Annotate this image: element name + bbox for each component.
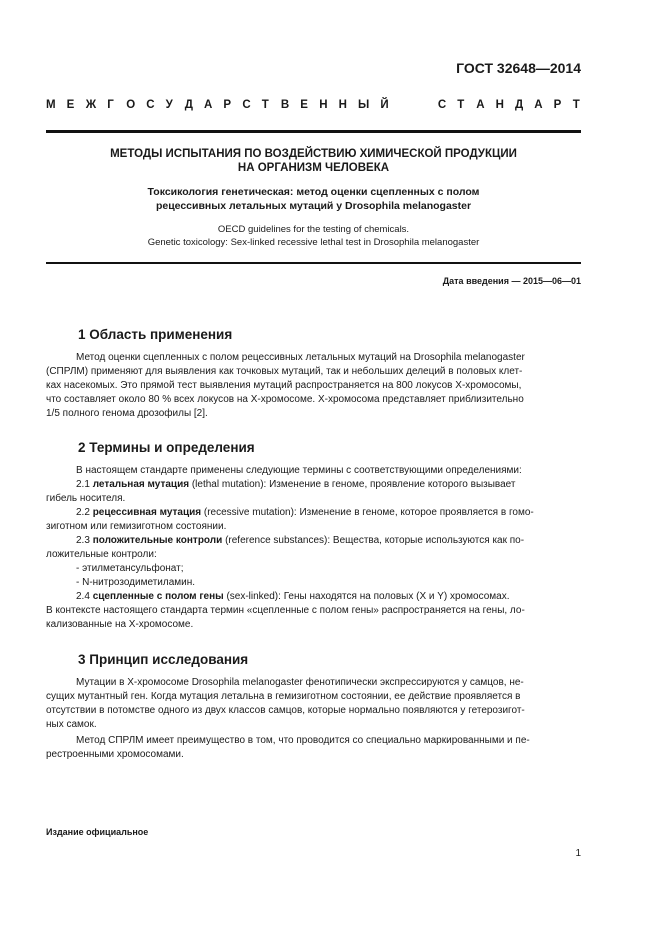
banner-letter: Т — [457, 99, 465, 111]
document-title-line2: НА ОРГАНИЗМ ЧЕЛОВЕКА — [237, 162, 390, 174]
introduction-date: Дата введения — 2015—06—01 — [442, 276, 581, 286]
banner-letter: Д — [184, 99, 193, 111]
term-name: положительные контроли — [92, 535, 223, 546]
term-2-1-continuation: гибель носителя. — [46, 493, 126, 504]
section-3-heading: 3 Принцип исследования — [78, 652, 249, 667]
term-name: летальная мутация — [92, 479, 190, 490]
banner-letter — [400, 99, 408, 111]
term-2-1 — [46, 478, 581, 492]
section-2-heading: 2 Термины и определения — [78, 440, 255, 455]
term-number: 2.4 — [76, 591, 90, 602]
document-subtitle-line1: Токсикология генетическая: метод оценки сцепленных с полом — [147, 186, 480, 198]
banner-letter: В — [280, 99, 290, 111]
banner-letter: С — [437, 99, 447, 111]
section-1-line: 1/5 полного генома дрозофилы [2]. — [46, 408, 208, 419]
section-3-line: рестроенными хромосомами. — [46, 749, 184, 760]
banner-letter: А — [534, 99, 543, 111]
english-title-line1: OECD guidelines for the testing of chemicals. — [217, 224, 410, 235]
section-2-intro: В настоящем стандарте применены следующие термины с соответствующими определениями: — [76, 465, 522, 476]
banner-letter: Т — [572, 99, 580, 111]
title-rule — [46, 262, 581, 264]
banner-letter: Р — [223, 99, 232, 111]
banner-letter: Н — [338, 99, 347, 111]
banner-letter: А — [203, 99, 213, 111]
banner-letter: С — [146, 99, 155, 111]
term-2-2-continuation: зиготном или гемизиготном состоянии. — [46, 521, 227, 532]
document-subtitle-line2: рецессивных летальных мутаций у Drosophila melanogaster — [155, 200, 472, 212]
list-item: - этилметансульфонат; — [76, 563, 184, 574]
section-1-line: что составляет около 80 % всех локусов на X-хромосоме. X-хромосома представляет приблизительно — [46, 394, 524, 405]
banner-letter: Н — [319, 99, 328, 111]
official-edition-label: Издание официальное — [46, 827, 149, 837]
section-3-line: Мутации в X-хромосоме Drosophila melanogaster фенотипически экспрессируются у самцов, не- — [76, 677, 524, 688]
banner-letter: А — [476, 99, 485, 111]
term-2-2 — [46, 506, 581, 520]
banner-letter — [419, 99, 427, 111]
document-title-line1: МЕТОДЫ ИСПЫТАНИЯ ПО ВОЗДЕЙСТВИЮ ХИМИЧЕСКОЙ ПРОДУКЦИИ — [110, 148, 517, 160]
term-2-4-continuation: В контексте настоящего стандарта термин «сцепленные с полом гены» распространяется на гены, ло- — [46, 605, 525, 616]
term-2-4-continuation: кализованные на X-хромосоме. — [46, 619, 194, 630]
banner-letter: Й — [380, 99, 389, 111]
banner-letter: Е — [300, 99, 308, 111]
banner-letter: Е — [66, 99, 75, 111]
banner-letter: М — [46, 99, 56, 111]
header-rule — [46, 130, 581, 133]
term-number: 2.3 — [76, 535, 90, 546]
term-number: 2.2 — [76, 507, 90, 518]
banner-letter: О — [126, 99, 136, 111]
section-3-line: ных самок. — [46, 719, 97, 730]
banner-letter: У — [165, 99, 173, 111]
term-definition: (sex-linked): Гены находятся на половых (X и Y) хромосомах. — [226, 591, 510, 602]
list-item: - N-нитрозодиметиламин. — [76, 577, 196, 588]
term-name: рецессивная мутация — [92, 507, 202, 518]
section-1-line: (СПРЛМ) применяют для выявления как точковых мутаций, так и небольших делеций в половых клет- — [46, 366, 523, 377]
term-2-3 — [46, 534, 581, 548]
banner-letter: Т — [261, 99, 269, 111]
banner-letter: Ы — [358, 99, 370, 111]
term-number: 2.1 — [76, 479, 90, 490]
banner-letter: Ж — [85, 99, 97, 111]
term-2-4 — [46, 590, 581, 604]
section-1-line: ках насекомых. Это прямой тест выявления мутаций распространяется на 800 локусов X-хромосомы, — [46, 380, 522, 391]
term-name: сцепленные с полом гены — [92, 591, 224, 602]
term-definition: (recessive mutation): Изменение в геноме, которое проявляется в гомо- — [203, 507, 534, 518]
banner-letter: Р — [553, 99, 562, 111]
page-number: 1 — [575, 848, 581, 859]
term-definition: (lethal mutation): Изменение в геноме, проявление которого вызывает — [191, 479, 516, 490]
section-3-line: Метод СПРЛМ имеет преимущество в том, что проводится со специально маркированными и пе- — [76, 735, 530, 746]
standard-code: ГОСТ 32648—2014 — [456, 60, 581, 76]
banner-letter: Н — [495, 99, 504, 111]
banner-letter: Д — [515, 99, 524, 111]
banner-letter: С — [242, 99, 251, 111]
term-2-3-continuation: ложительные контроли: — [46, 549, 157, 560]
banner-letter: Г — [107, 99, 114, 111]
section-3-line: сущих мутантный ген. Когда мутация летальна в гемизиготном состоянии, ее действие проявляется в — [46, 691, 521, 702]
interstate-standard-banner — [46, 99, 581, 111]
section-1-line: Метод оценки сцепленных с полом рецессивных летальных мутаций на Drosophila melanogaster — [76, 352, 525, 363]
section-1-heading: 1 Область применения — [78, 327, 233, 342]
section-3-line: отсутствии в потомстве одного из двух классов самцов, которые нормально появляются у гетерозигот- — [46, 705, 525, 716]
term-definition: (reference substances): Вещества, которые используются как по- — [225, 535, 525, 546]
english-title-line2: Genetic toxicology: Sex-linked recessive lethal test in Drosophila melanogaster — [147, 237, 480, 248]
